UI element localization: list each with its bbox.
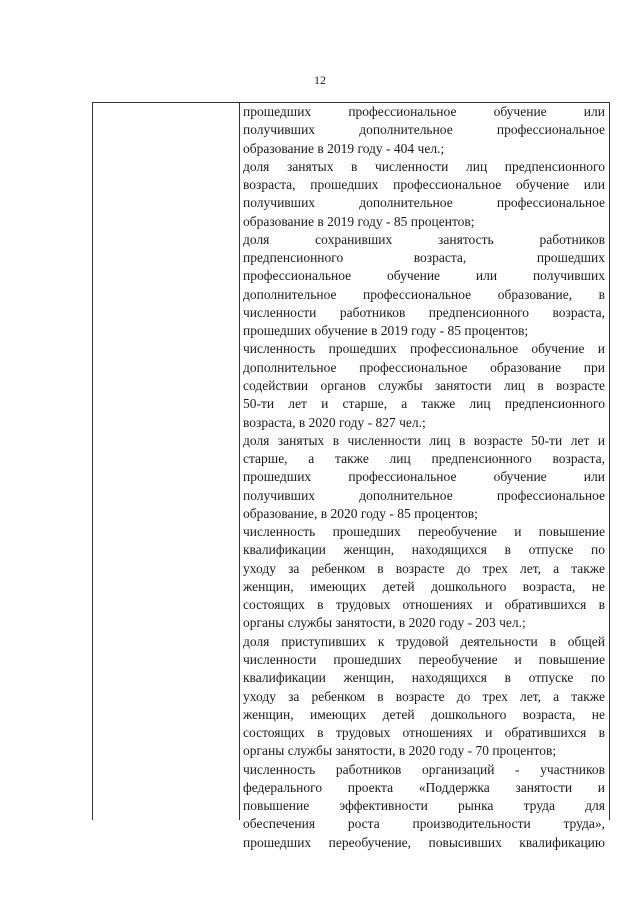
text-line: доля сохранивших занятость работников — [243, 231, 605, 247]
text-line: прошедших профессиональное обучение или — [243, 104, 605, 119]
text-line: квалификации женщин, находящихся в отпуске по — [243, 670, 605, 686]
text-line: образование, в 2020 году - 85 процентов; — [243, 505, 478, 521]
text-line: получивших дополнительное профессиональное — [243, 195, 605, 211]
text-line: предпенсионного возраста, прошедших — [243, 250, 605, 266]
text-line: состоящих в трудовых отношениях и обратившихся в — [243, 725, 605, 741]
table-right-cell — [243, 103, 605, 850]
text-line: женщин, имеющих детей дошкольного возраста, не — [243, 706, 605, 722]
text-line: численность прошедших переобучение и повышение — [243, 524, 605, 540]
text-line: доля занятых в численности лиц предпенсионного — [243, 158, 605, 174]
text-line: численности прошедших переобучение и повышение — [243, 651, 605, 667]
text-line: численность работников организаций - участников — [243, 761, 605, 777]
column-divider — [239, 103, 240, 820]
text-line: прошедших переобучение, повысивших квалификацию — [243, 834, 605, 850]
page-number: 12 — [314, 73, 326, 87]
text-line: женщин, имеющих детей дошкольного возраста, не — [243, 578, 605, 594]
text-line: повышение эффективности рынка труда для — [243, 798, 605, 814]
text-line: получивших дополнительное профессиональное — [243, 487, 605, 503]
text-line: квалификации женщин, находящихся в отпуске по — [243, 542, 605, 558]
text-line: состоящих в трудовых отношениях и обратившихся в — [243, 597, 605, 613]
text-line: образование в 2019 году - 404 чел.; — [243, 140, 445, 156]
text-line: содействии органов службы занятости лиц в возрасте — [243, 377, 605, 393]
text-line: прошедших обучение в 2019 году - 85 процентов; — [243, 323, 529, 339]
text-line: прошедших профессиональное обучение или — [243, 469, 605, 485]
text-line: органы службы занятости, в 2020 году - 203 чел.; — [243, 615, 526, 631]
text-line: уходу за ребенком в возрасте до трех лет, а также — [243, 688, 605, 704]
text-line: профессиональное обучение или получивших — [243, 268, 605, 284]
text-line: получивших дополнительное профессиональное — [243, 122, 605, 138]
text-line: образование в 2019 году - 85 процентов; — [243, 213, 475, 229]
text-line: старше, а также лиц предпенсионного возраста, — [243, 451, 605, 467]
text-line: возраста, в 2020 году - 827 чел.; — [243, 414, 426, 430]
text-line: 50-ти лет и старше, а также лиц предпенсионного — [243, 396, 605, 412]
text-line: возраста, прошедших профессиональное обучение или — [243, 177, 605, 193]
text-line: дополнительное профессиональное образование, в — [243, 286, 605, 302]
document-table — [92, 102, 610, 850]
text-line: численности работников предпенсионного возраста, — [243, 304, 605, 320]
text-line: доля приступивших к трудовой деятельности в общей — [243, 633, 605, 649]
text-line: доля занятых в численности лиц в возрасте 50-ти лет и — [243, 432, 605, 448]
text-line: обеспечения роста производительности труда», — [243, 816, 605, 832]
text-line: органы службы занятости, в 2020 году - 70 процентов; — [243, 743, 557, 759]
text-line: федерального проекта «Поддержка занятости и — [243, 779, 605, 795]
table-left-cell — [93, 103, 239, 820]
text-line: дополнительное профессиональное образование при — [243, 359, 605, 375]
text-line: численность прошедших профессиональное обучение и — [243, 341, 605, 357]
text-line: уходу за ребенком в возрасте до трех лет, а также — [243, 560, 605, 576]
